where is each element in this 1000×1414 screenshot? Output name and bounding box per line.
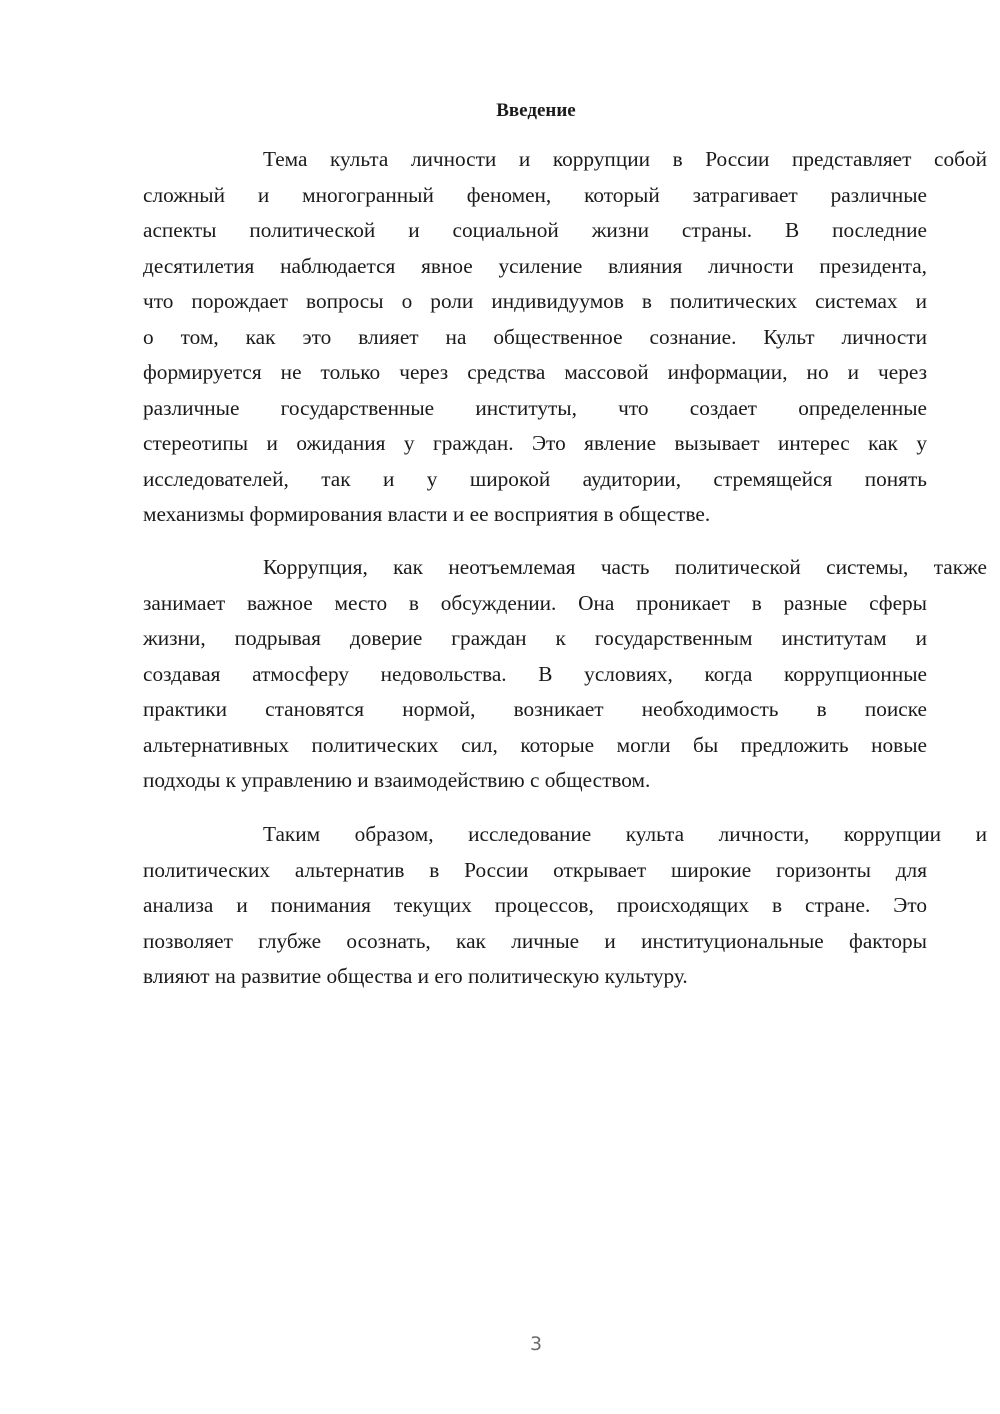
text-line: сложный и многогранный феномен, который затрагивает различные — [143, 182, 927, 207]
text-line: создавая атмосферу недовольства. В условиях, когда коррупционные — [143, 661, 927, 686]
text-line: жизни, подрывая доверие граждан к государственным институтам и — [143, 626, 927, 650]
text-line: Коррупция, как неотъемлемая часть политической системы, также — [263, 555, 987, 579]
text-line: позволяет глубже осознать, как личные и институциональные факторы — [143, 928, 927, 953]
text-line: исследователей, так и у широкой аудитории, стремящейся понять — [143, 466, 927, 491]
text-line: подходы к управлению и взаимодействию с обществом. — [143, 768, 651, 792]
text-line: что порождает вопросы о роли индивидуумов в политических системах и — [143, 289, 927, 313]
text-line: формируется не только через средства массовой информации, но и через — [143, 360, 927, 384]
text-line: аспекты политической и социальной жизни страны. В последние — [143, 218, 927, 242]
text-line: анализа и понимания текущих процессов, происходящих в стране. Это — [143, 893, 927, 917]
text-line: о том, как это влияет на общественное сознание. Культ личности — [143, 324, 927, 349]
paragraph-2 — [143, 550, 987, 799]
text-line: десятилетия наблюдается явное усиление влияния личности президента, — [143, 253, 927, 278]
text-line: Таким образом, исследование культа личности, коррупции и — [263, 822, 987, 846]
text-line: практики становятся нормой, возникает необходимость в поиске — [143, 697, 927, 721]
paragraph-3 — [143, 817, 987, 995]
text-line: политических альтернатив в России открывает широкие горизонты для — [143, 857, 927, 882]
text-line: Тема культа личности и коррупции в России представляет собой — [263, 147, 987, 171]
text-line: влияют на развитие общества и его политическую культуру. — [143, 964, 688, 988]
paragraph-1 — [143, 142, 987, 533]
text-line: механизмы формирования власти и ее восприятия в обществе. — [143, 502, 711, 526]
text-line: занимает важное место в обсуждении. Она проникает в разные сферы — [143, 590, 927, 615]
text-line: альтернативных политических сил, которые могли бы предложить новые — [143, 732, 927, 757]
text-line: стереотипы и ожидания у граждан. Это явление вызывает интерес как у — [143, 431, 927, 455]
page-number: 3 — [529, 1333, 543, 1355]
section-title: Введение — [496, 100, 576, 121]
text-line: различные государственные институты, что создает определенные — [143, 395, 927, 420]
